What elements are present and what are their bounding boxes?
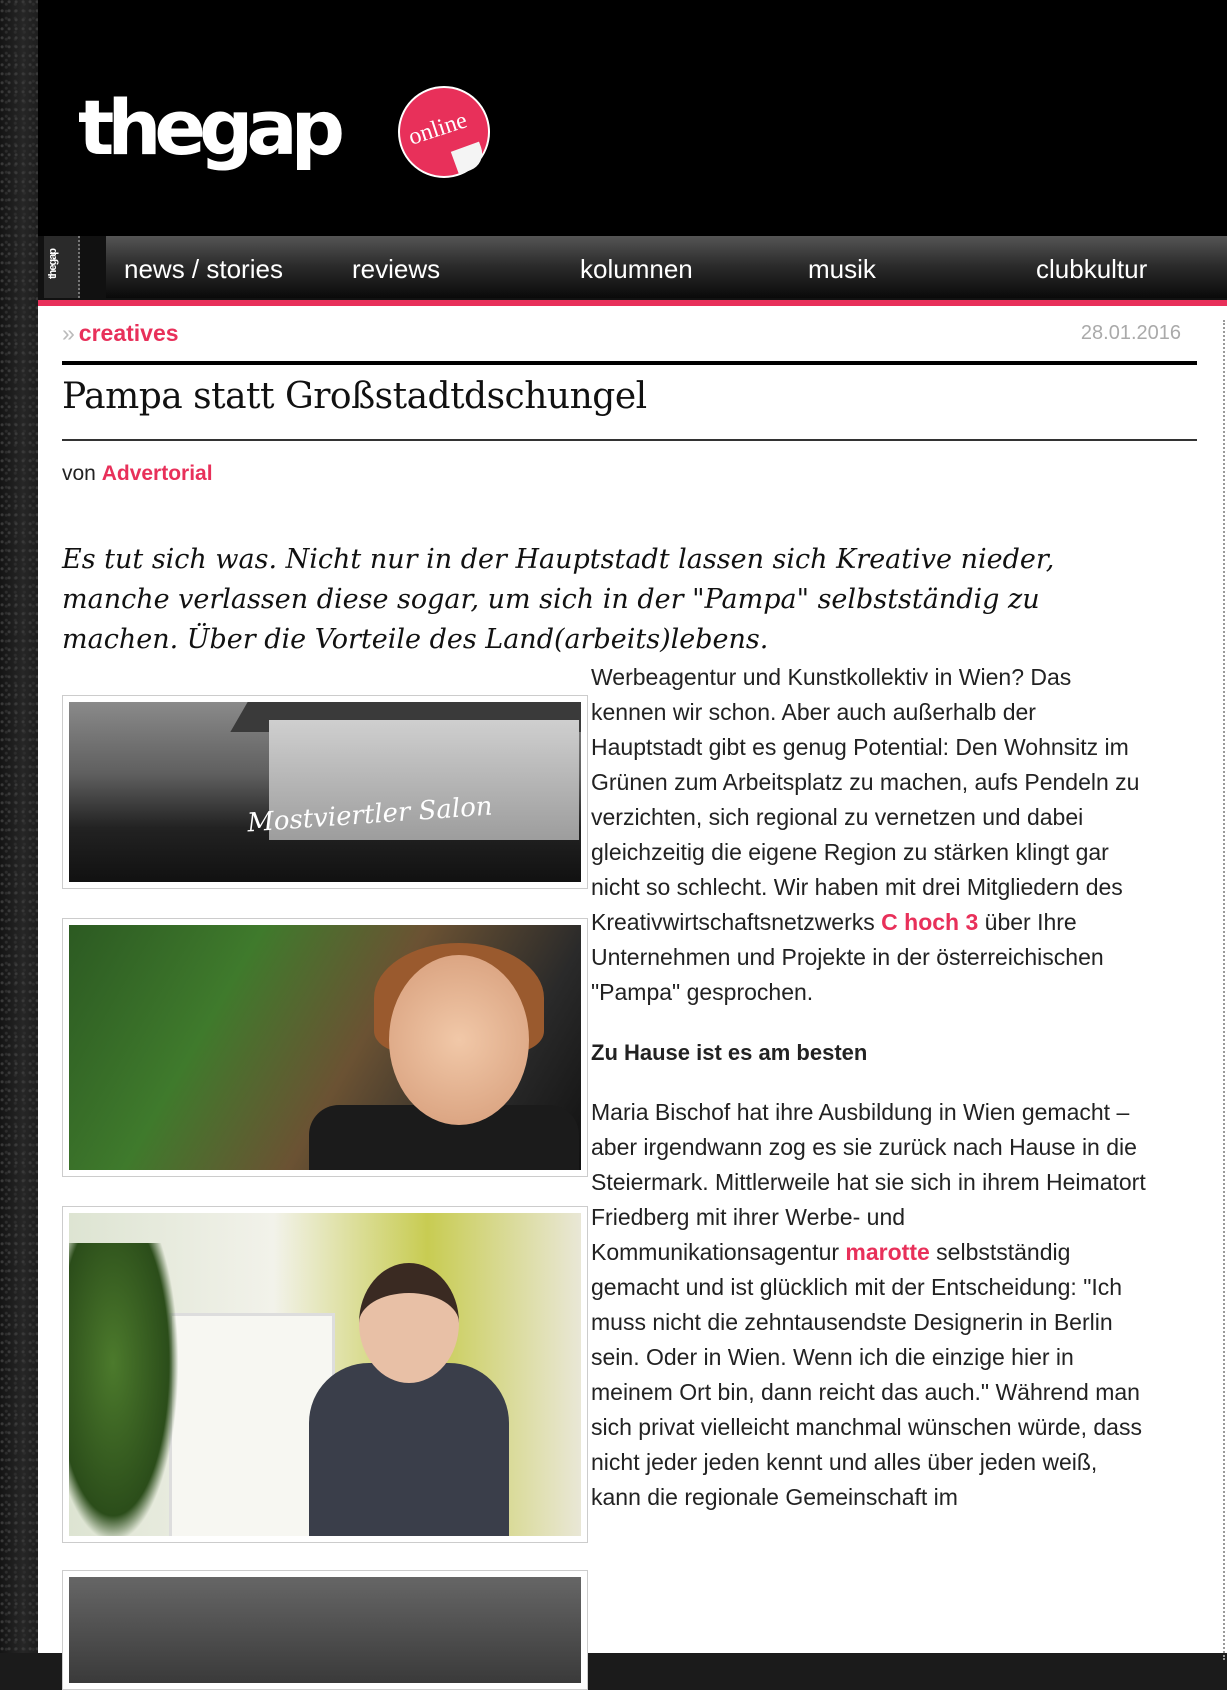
article-lead: Es tut sich was. Nicht nur in der Hauptstadt lassen sich Kreative nieder, manche verlassen diese sogar, um sich in der "Pampa" selbstständig zu machen. Über die Vorteile des Land(arbeits)lebens. bbox=[62, 544, 1055, 655]
site-wrapper bbox=[38, 0, 1227, 1653]
author-link[interactable]: Advertorial bbox=[101, 462, 213, 485]
paragraph-bischof bbox=[591, 1095, 1151, 1515]
leather-background bbox=[0, 0, 38, 1653]
photo-mostviertler-salon[interactable] bbox=[62, 695, 588, 889]
nav-item-clubkultur[interactable]: clubkultur bbox=[1018, 236, 1227, 298]
nav-item-reviews[interactable]: reviews bbox=[334, 236, 562, 298]
column-divider bbox=[1223, 320, 1225, 1660]
nav-home-logo[interactable] bbox=[44, 236, 80, 298]
photo-office-woman[interactable] bbox=[62, 1206, 588, 1543]
page-curl-icon bbox=[451, 142, 487, 175]
nav-item-news-stories[interactable]: news / stories bbox=[106, 236, 334, 298]
photo-fourth[interactable] bbox=[62, 1570, 588, 1690]
breadcrumb-marker: » bbox=[62, 320, 75, 346]
nav-item-musik[interactable]: musik bbox=[790, 236, 1018, 298]
photo-plant bbox=[69, 1243, 179, 1536]
photo-head bbox=[359, 1263, 459, 1383]
online-badge-label: online bbox=[405, 107, 471, 151]
subheading: Zu Hause ist es am besten bbox=[591, 1040, 868, 1065]
title-rule-top bbox=[62, 361, 1197, 365]
paragraph-bischof-text-a: Maria Bischof hat ihre Ausbildung in Wien gemacht – aber irgendwann zog es sie zurück nach Hause in die Steiermark. Mittlerweile hat sie sich in ihrem Heimatort Friedberg mit ihrer Werbe- und Kommunikationsagentur bbox=[591, 1099, 1146, 1265]
category-link[interactable]: creatives bbox=[78, 320, 179, 346]
paragraph-intro bbox=[591, 660, 1151, 1010]
photo-portrait-woman[interactable] bbox=[62, 918, 588, 1177]
photo-caption-salon: Mostviertler Salon bbox=[246, 791, 494, 839]
breadcrumb bbox=[62, 320, 179, 347]
nav-item-kolumnen[interactable]: kolumnen bbox=[562, 236, 790, 298]
marotte-link[interactable]: marotte bbox=[845, 1239, 930, 1265]
photo-face bbox=[389, 955, 529, 1125]
online-badge[interactable] bbox=[398, 86, 490, 178]
nav-home-logo-label: thegap bbox=[47, 248, 60, 280]
article-title: Pampa statt Großstadtdschungel bbox=[62, 376, 647, 417]
title-rule-bottom bbox=[62, 439, 1197, 441]
article-body bbox=[591, 660, 1151, 1540]
photo-woman bbox=[309, 1363, 509, 1536]
c-hoch-3-link[interactable]: C hoch 3 bbox=[881, 909, 979, 935]
byline bbox=[62, 462, 213, 486]
paragraph-intro-text-a: Werbeagentur und Kunstkollektiv in Wien? Das kennen wir schon. Aber auch außerhalb der Hauptstadt gibt es genug Potential: Den Wohnsitz im Grünen zum Arbeitsplatz zu machen, aufs Pendeln zu verzichten, sich regional zu vernetzen und dabei gleichzeitig die eigene Region zu stärken klingt gar nicht so schlecht. Wir haben mit drei Mitgliedern des Kreativwirtschaftsnetzwerks bbox=[591, 664, 1140, 935]
thegap-logo[interactable]: thegap bbox=[78, 83, 339, 172]
article-content bbox=[38, 306, 1227, 1653]
article-date: 28.01.2016 bbox=[1080, 322, 1181, 344]
paragraph-bischof-text-b: selbstständig gemacht und ist glücklich mit der Entscheidung: "Ich muss nicht die zehntausendste Designerin in Berlin sein. Oder in Wien. Wenn ich die einzige hier in meinem Ort bin, dann reicht das auch." Während man sich privat vielleicht manchmal wünschen würde, dass nicht jeder jeden kennt und alles über jeden weiß, kann die regionale Gemeinschaft im bbox=[591, 1239, 1142, 1510]
header bbox=[38, 0, 1227, 236]
paragraph-intro-text-b: über Ihre Unternehmen und Projekte in der österreichischen "Pampa" gesprochen. bbox=[591, 909, 1104, 1005]
byline-prefix: von bbox=[62, 462, 96, 485]
main-nav bbox=[38, 236, 1227, 300]
